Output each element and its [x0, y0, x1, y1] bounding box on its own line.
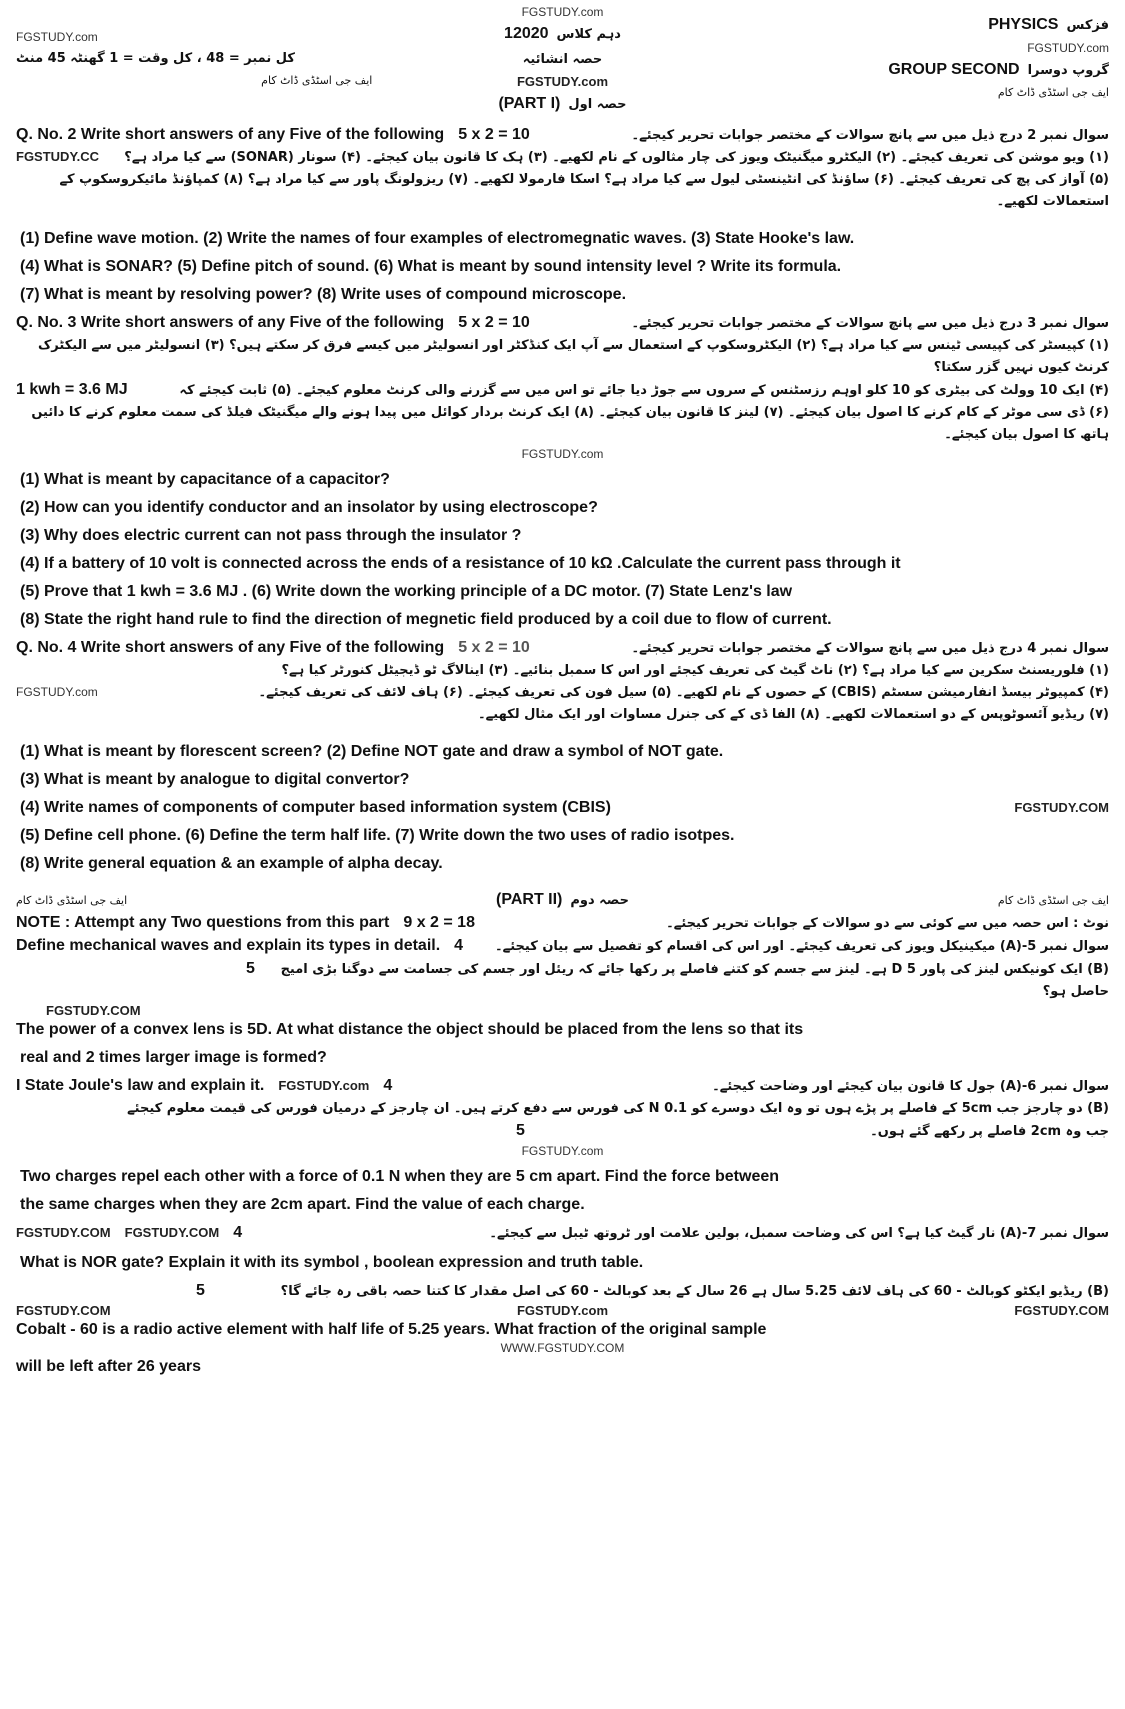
q4-line: (8) Write general equation & an example of alpha decay.: [20, 855, 443, 872]
group-line: [888, 59, 1109, 82]
note: NOTE : Attempt any Two questions from this part: [16, 914, 390, 931]
watermark: FGSTUDY.COM: [1014, 800, 1109, 815]
q4-heading: Q. No. 4 Write short answers of any Five of the following: [16, 639, 445, 656]
q2-heading-urdu: سوال نمبر 2 درج ذیل میں سے پانچ سوالات کے مختصر جوابات تحریر کیجئے۔: [631, 128, 1109, 143]
q2-heading: Q. No. 2 Write short answers of any Five of the following: [16, 126, 445, 143]
q4-heading-row: [16, 637, 1109, 660]
footer-row: [16, 1340, 1109, 1356]
q5b-urdu: (B) ایک کونیکس لینز کی پاور 5 D ہے۔ لینز سے جسم کو کتنے فاصلے پر رکھا جائے کہ ریئل اور جسم کی جسامت سے دوگنا بڑی امیج حاصل ہو؟: [280, 962, 1109, 999]
q5b-marks: 5: [246, 960, 255, 977]
site-urdu: ایف جی اسٹڈی ڈاٹ کام: [997, 86, 1109, 99]
q3-line: (5) Prove that 1 kwh = 3.6 MJ . (6) Write down the working principle of a DC motor. (7) State Lenz's law: [20, 583, 793, 600]
q5b-urdu-row: [16, 958, 1109, 1003]
part-2-marks: 9 x 2 = 18: [403, 914, 475, 931]
q4-urdu-row: [16, 682, 1109, 704]
header-center: [384, 4, 740, 116]
q4-line: (5) Define cell phone. (6) Define the term half life. (7) Write down the two uses of radio isotpes.: [20, 827, 735, 844]
q5a-urdu: سوال نمبر 5-(A) میکینیکل ویوز کی تعریف کیجئے۔ اور اس کی اقسام کو تفصیل سے بیان کیجئے۔: [495, 939, 1109, 954]
q3-line: (1) What is meant by capacitance of a capacitor?: [20, 471, 390, 488]
q4-line: (3) What is meant by analogue to digital convertor?: [20, 771, 410, 788]
q2-marks: 5 x 2 = 10: [458, 126, 530, 143]
q7b-line: Cobalt - 60 is a radio active element with half life of 5.25 years. What fraction of the original sample: [16, 1321, 767, 1338]
q4-urdu-3: (۷) ریڈیو آئسوٹوپس کے دو استعمالات لکھیے۔ (۸) الفا ڈی کے کی جنرل مساوات اور ایک مثال لکھیے۔: [478, 707, 1109, 722]
q7a: What is NOR gate? Explain it with its symbol , boolean expression and truth table.: [20, 1254, 644, 1271]
subject: PHYSICS: [988, 16, 1059, 33]
q3-line: (3) Why does electric current can not pass through the insulator ?: [20, 527, 522, 544]
header: [16, 4, 1109, 116]
q7b-urdu: (B) ریڈیو ایکٹو کوبالٹ - 60 کی ہاف لائف 5.25 سال ہے 26 سال کے بعد کوبالٹ - 60 کی اصل مقدار کا کتنا حصہ باقی رہ جائے گا؟: [280, 1284, 1109, 1299]
q2-urdu-row: [16, 147, 1109, 169]
watermark: FGSTUDY.com: [16, 685, 98, 699]
part-2-urdu: حصہ دوم: [570, 893, 629, 908]
part-1-label: (PART I): [498, 95, 561, 112]
watermark-row: [16, 446, 1109, 462]
part-2-label: (PART II): [496, 891, 563, 908]
class-code: 12020: [504, 25, 549, 42]
part-1-urdu: حصہ اول: [568, 97, 627, 112]
watermark: FGSTUDY.CC: [16, 149, 100, 164]
q2-urdu-1: (۱) ویو موشن کی تعریف کیجئے۔ (۲) الیکٹرو میگنیٹک ویوز کی چار مثالوں کے نام لکھیے۔ (۳) ہک کا قانون بیان کیجئے۔ (۴) سونار (SONAR) سے کیا مراد ہے؟: [124, 150, 1109, 165]
group-urdu: گروپ دوسرا: [1027, 63, 1109, 78]
watermark: FGSTUDY.com: [516, 1303, 608, 1318]
q3-kwh: 1 kwh = 3.6 MJ: [16, 381, 128, 398]
watermark-row: [16, 1143, 1109, 1159]
q2-line: (4) What is SONAR? (5) Define pitch of sound. (6) What is meant by sound intensity level ? Write its formula.: [20, 258, 842, 275]
q3-line: (4) If a battery of 10 volt is connected across the ends of a resistance of 10 kΩ .Calculate the current pass through it: [20, 555, 901, 572]
q5a-row: [16, 935, 1109, 958]
q5a-marks: 4: [454, 937, 464, 954]
subject-urdu: فزکس: [1066, 18, 1109, 33]
q2-line: (1) Define wave motion. (2) Write the names of four examples of electromegnatic waves. (3) State Hooke's law.: [20, 230, 855, 247]
q4-line: (4) Write names of components of computer based information system (CBIS): [20, 799, 611, 816]
q2-heading-row: [16, 124, 1109, 147]
class-line: [504, 23, 621, 46]
q3-heading: Q. No. 3 Write short answers of any Five of the following: [16, 314, 445, 331]
q5b-line: The power of a convex lens is 5D. At what distance the object should be placed from the lens so that its: [16, 1021, 804, 1038]
q3-urdu-2: (۴) ایک 10 وولٹ کی بیٹری کو 10 کلو اوہم رزسٹنس کے سروں سے جوڑ دیا جائے تو اس میں سے گزرنے والی کرنٹ معلوم کیجئے۔ (۵) ثابت کیجئے کہ: [179, 383, 1109, 398]
q7b-marks: 5: [196, 1282, 205, 1299]
q3-urdu-row: [16, 379, 1109, 402]
watermark: FGSTUDY.COM: [1014, 1303, 1109, 1318]
q3-urdu-3: (۶) ڈی سی موٹر کے کام کرنے کا اصول بیان کیجئے۔ (۷) لینز کا قانون بیان کیجئے۔ (۸) ایک کرنٹ بردار کوائل میں پیدا ہونے والے میگنیٹک فیلڈ کی سمت معلوم کرنے کا دائیں ہاتھ کا اصول بیان کیجئے۔: [31, 405, 1109, 442]
q4-heading-urdu: سوال نمبر 4 درج ذیل میں سے پانچ سوالات کے مختصر جوابات تحریر کیجئے۔: [631, 641, 1109, 656]
q7b-line: will be left after 26 years: [16, 1358, 201, 1375]
watermark: FGSTUDY.COM: [124, 1225, 220, 1240]
q3-urdu-1: (۱) کپیسٹر کی کپیسی ٹینس سے کیا مراد ہے؟ (۲) الیکٹروسکوپ کے استعمال سے آپ ایک کنڈکٹر اور انسولیٹر میں کیسے فرق کر سکتے ہیں؟ (۳) انسولیٹر میں سے الیکٹرک کرنٹ کیوں نہیں گزر سکتا؟: [38, 338, 1109, 375]
watermark: FGSTUDY.com: [521, 447, 604, 461]
watermark: FGSTUDY.COM: [16, 1225, 111, 1240]
q4-urdu-2: (۴) کمپیوٹر بیسڈ انفارمیشن سسٹم (CBIS) کے حصوں کے نام لکھیے۔ (۵) سیل فون کی تعریف کیجئے۔ (۶) ہاف لائف کی تعریف کیجئے۔: [258, 685, 1109, 700]
q6a: I State Joule's law and explain it.: [16, 1077, 265, 1094]
q6b-urdu: (B) دو چارجز جب 5cm کے فاصلے پر پڑے ہوں تو وہ ایک دوسرے کو 0.1 N کی فورس سے دفع کرتے ہیں۔ ان چارجز کے درمیان فورس کی قیمت معلوم کیجئے: [127, 1101, 1109, 1116]
watermark: FGSTUDY.com: [1027, 41, 1109, 55]
q7a-urdu: سوال نمبر 7-(A) نار گیٹ کیا ہے؟ اس کی وضاحت سمبل، بولین علامت اور ٹروتھ ٹیبل سے کیجئے۔: [489, 1226, 1109, 1241]
q3-marks: 5 x 2 = 10: [458, 314, 530, 331]
section-urdu: حصہ انشائیہ: [522, 52, 603, 67]
note-row: [16, 912, 1109, 935]
site-urdu: ایف جی اسٹڈی ڈاٹ کام: [997, 894, 1109, 907]
watermark-row: [16, 1303, 1109, 1319]
q7a-marks: 4: [233, 1224, 243, 1241]
footer-watermark: WWW.FGSTUDY.COM: [500, 1341, 625, 1355]
q3-line: (8) State the right hand rule to find the direction of megnetic field produced by a coil due to flow of current.: [20, 611, 832, 628]
q2-urdu-2: (۵) آواز کی پچ کی تعریف کیجئے۔ (۶) ساؤنڈ کی انٹینسٹی لیول سے کیا مراد ہے؟ اسکا فارمولا لکھیے۔ (۷) ریزولونگ پاور سے کیا مراد ہے؟ (۸) کمپاؤنڈ مائیکروسکوپ کے استعمالات لکھیے۔: [59, 172, 1109, 209]
q6a-row: [16, 1075, 1109, 1098]
header-right: [753, 4, 1109, 116]
q6a-urdu: سوال نمبر 6-(A) جول کا قانون بیان کیجئے اور وضاحت کیجئے۔: [712, 1079, 1109, 1094]
part-1-line: [498, 93, 626, 116]
q6b-marks: 5: [516, 1122, 525, 1139]
q4-marks: 5 x 2 = 10: [458, 639, 530, 656]
q7a-urdu-row: [16, 1222, 1109, 1245]
part-2-row: [16, 889, 1109, 912]
class-urdu: دہم کلاس: [556, 27, 621, 42]
note-urdu: نوٹ : اس حصہ میں سے کوئی سے دو سوالات کے جوابات تحریر کیجئے۔: [666, 916, 1109, 931]
header-left: [16, 4, 372, 116]
watermark: FGSTUDY.com: [516, 74, 608, 89]
group: GROUP SECOND: [888, 61, 1020, 78]
q4-line: (1) What is meant by florescent screen? (2) Define NOT gate and draw a symbol of NOT gate.: [20, 743, 724, 760]
q6b-urdu: جب وہ 2cm فاصلے پر رکھے گئے ہوں۔: [870, 1124, 1109, 1139]
q2-line: (7) What is meant by resolving power? (8) Write uses of compound microscope.: [20, 286, 627, 303]
q3-heading-urdu: سوال نمبر 3 درج ذیل میں سے پانچ سوالات کے مختصر جوابات تحریر کیجئے۔: [631, 316, 1109, 331]
q3-heading-row: [16, 312, 1109, 335]
q4-line-row: [20, 797, 1109, 818]
q6b-line: the same charges when they are 2cm apart. Find the value of each charge.: [20, 1196, 585, 1213]
q4-urdu-1: (۱) فلوریسنٹ سکرین سے کیا مراد ہے؟ (۲) ناٹ گیٹ کی تعریف کیجئے اور اس کا سمبل بنائیے۔ (۳) اینالاگ ٹو ڈیجیٹل کنورٹر کیا ہے؟: [281, 663, 1109, 678]
site-urdu: ایف جی اسٹڈی ڈاٹ کام: [261, 74, 373, 87]
q5b-line: real and 2 times larger image is formed?: [20, 1049, 327, 1066]
q5a: Define mechanical waves and explain its types in detail.: [16, 937, 441, 954]
q6a-marks: 4: [383, 1077, 393, 1094]
subject-line: [988, 14, 1109, 37]
watermark: FGSTUDY.COM: [46, 1003, 141, 1018]
site-urdu: ایف جی اسٹڈی ڈاٹ کام: [16, 894, 128, 907]
watermark: FGSTUDY.com: [521, 5, 604, 19]
watermark: FGSTUDY.COM: [16, 1303, 111, 1318]
q3-line: (2) How can you identify conductor and an insolator by using electroscope?: [20, 499, 598, 516]
marks-time: کل نمبر = 48 ، کل وقت = 1 گھنٹہ 45 منٹ: [16, 51, 295, 66]
part-2-title: [496, 889, 629, 912]
watermark: FGSTUDY.com: [16, 30, 98, 44]
q6b-urdu-row: [16, 1120, 1109, 1143]
q7b-urdu-row: [16, 1280, 1109, 1303]
watermark: FGSTUDY.com: [278, 1078, 370, 1093]
q6b-line: Two charges repel each other with a force of 0.1 N when they are 5 cm apart. Find the force between: [20, 1168, 780, 1185]
watermark: FGSTUDY.com: [521, 1144, 604, 1158]
